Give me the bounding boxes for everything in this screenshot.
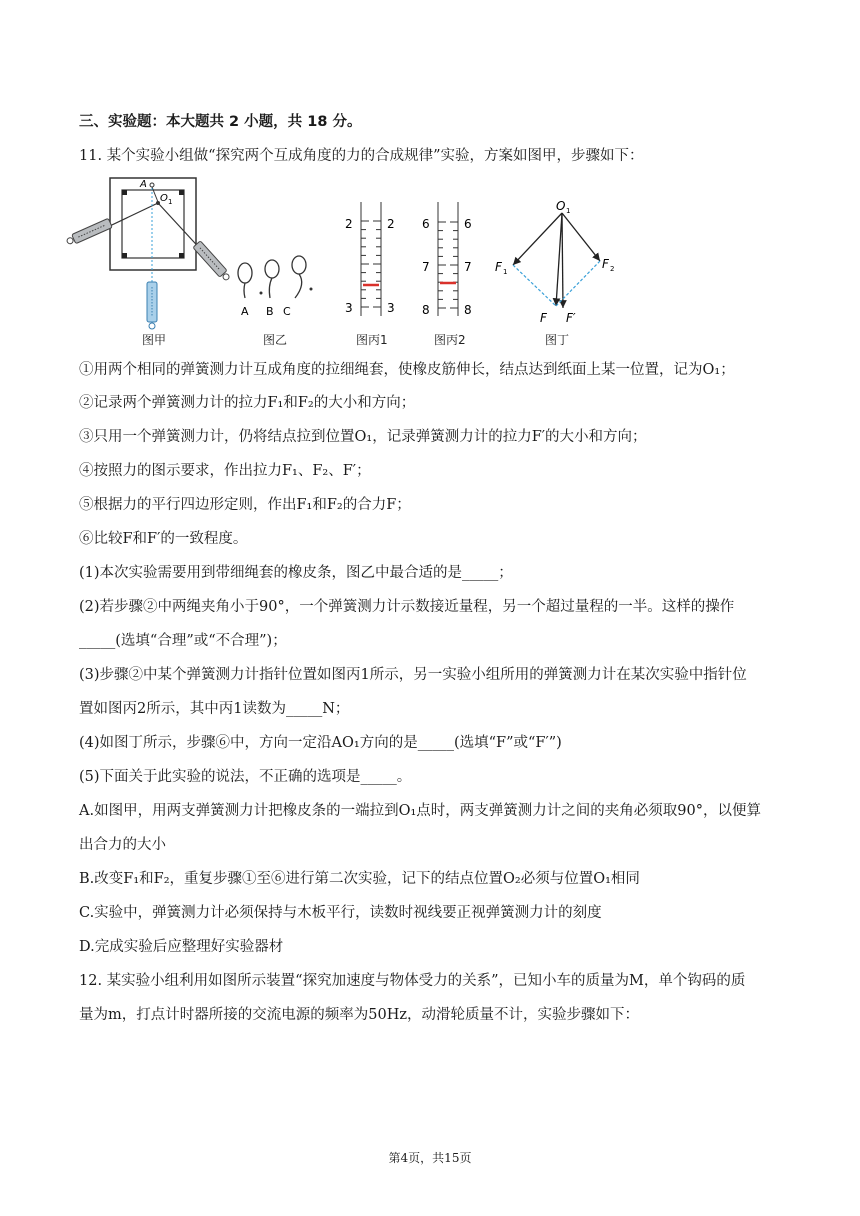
ding-label-f: F [540, 311, 547, 325]
yi-label-b: B [266, 305, 274, 318]
ding-label-f1: F [495, 260, 502, 274]
figure-yi [238, 256, 306, 298]
bing2-right-6: 6 [464, 217, 472, 231]
figure-bing1 [361, 202, 381, 316]
caption-ding: 图丁 [545, 333, 570, 347]
question-4: (4)如图丁所示，步骤⑥中，方向一定沿AO₁方向的是_____(选填“F”或“F′”) [79, 735, 562, 751]
bing2-left-8: 8 [422, 303, 430, 317]
figure-jia [65, 178, 231, 347]
ding-label-f2: F [602, 257, 609, 271]
step-1: ①用两个相同的弹簧测力计互成角度的拉细绳套，使橡皮筋伸长，结点达到纸面上某一位置，记为O₁； [79, 362, 735, 378]
svg-text:2: 2 [610, 265, 615, 273]
step-6: ⑥比较F和F′的一致程度。 [79, 531, 248, 547]
question-1: (1)本次实验需要用到带细绳套的橡皮条，图乙中最合适的是_____； [79, 565, 513, 581]
ding-label-fp: F′ [566, 311, 576, 325]
figure-group [0, 170, 860, 350]
figure-bing2 [438, 202, 458, 316]
bing1-left-3: 3 [345, 301, 353, 315]
option-c: C.实验中，弹簧测力计必须保持与木板平行，读数时视线要正视弹簧测力计的刻度 [79, 905, 602, 921]
step-4: ④按照力的图示要求，作出拉力F₁、F₂、F′； [79, 463, 371, 479]
bing2-right-8: 8 [464, 303, 472, 317]
caption-jia: 图甲 [142, 333, 167, 347]
question-12-cont: 量为m，打点计时器所接的交流电源的频率为50Hz，动滑轮质量不计，实验步骤如下： [79, 1007, 639, 1023]
caption-bing1: 图丙1 [356, 333, 388, 347]
option-a-cont: 出合力的大小 [79, 837, 166, 853]
ding-label-o1: O [556, 199, 566, 213]
caption-yi: 图乙 [263, 333, 288, 347]
bing1-left-2: 2 [345, 217, 353, 231]
page-footer: 第4页，共15页 [388, 1151, 472, 1165]
question-3: (3)步骤②中某个弹簧测力计指针位置如图丙1所示，另一实验小组所用的弹簧测力计在某次实验中指针位 [79, 667, 747, 683]
step-3: ③只用一个弹簧测力计，仍将结点拉到位置O₁，记录弹簧测力计的拉力F′的大小和方向； [79, 429, 647, 445]
section-title: 三、实验题：本大题共 2 小题，共 18 分。 [79, 114, 362, 130]
jia-label-a: A [140, 179, 147, 190]
question-2-cont: _____(选填“合理”或“不合理”)； [79, 633, 287, 649]
option-a: A.如图甲，用两支弹簧测力计把橡皮条的一端拉到O₁点时，两支弹簧测力计之间的夹角必须取90°，以便算 [79, 803, 761, 819]
svg-text:1: 1 [503, 268, 508, 276]
option-b: B.改变F₁和F₂，重复步骤①至⑥进行第二次实验，记下的结点位置O₂必须与位置O₁相同 [79, 871, 640, 887]
option-d: D.完成实验后应整理好实验器材 [79, 939, 284, 955]
yi-label-a: A [241, 305, 249, 318]
jia-label-o1: O [160, 193, 168, 204]
question-2: (2)若步骤②中两绳夹角小于90°，一个弹簧测力计示数接近量程，另一个超过量程的一半。这样的操作 [79, 599, 735, 615]
yi-label-c: C [283, 305, 291, 318]
bing1-right-3: 3 [387, 301, 395, 315]
question-5: (5)下面关于此实验的说法，不正确的选项是_____。 [79, 769, 412, 785]
svg-text:1: 1 [168, 198, 173, 206]
figure-ding [495, 199, 614, 325]
question-11-intro: 11. 某个实验小组做“探究两个互成角度的力的合成规律”实验，方案如图甲，步骤如下： [79, 148, 644, 164]
step-2: ②记录两个弹簧测力计的拉力F₁和F₂的大小和方向； [79, 395, 416, 411]
svg-text:1: 1 [566, 207, 571, 215]
question-3-cont: 置如图丙2所示，其中丙1读数为_____N； [79, 701, 350, 717]
bing2-left-6: 6 [422, 217, 430, 231]
bing2-right-7: 7 [464, 260, 472, 274]
question-12: 12. 某实验小组利用如图所示装置“探究加速度与物体受力的关系”，已知小车的质量为M，单个钩码的质 [79, 973, 746, 989]
step-5: ⑤根据力的平行四边形定则，作出F₁和F₂的合力F； [79, 497, 411, 513]
bing1-right-2: 2 [387, 217, 395, 231]
bing2-left-7: 7 [422, 260, 430, 274]
caption-bing2: 图丙2 [434, 333, 466, 347]
